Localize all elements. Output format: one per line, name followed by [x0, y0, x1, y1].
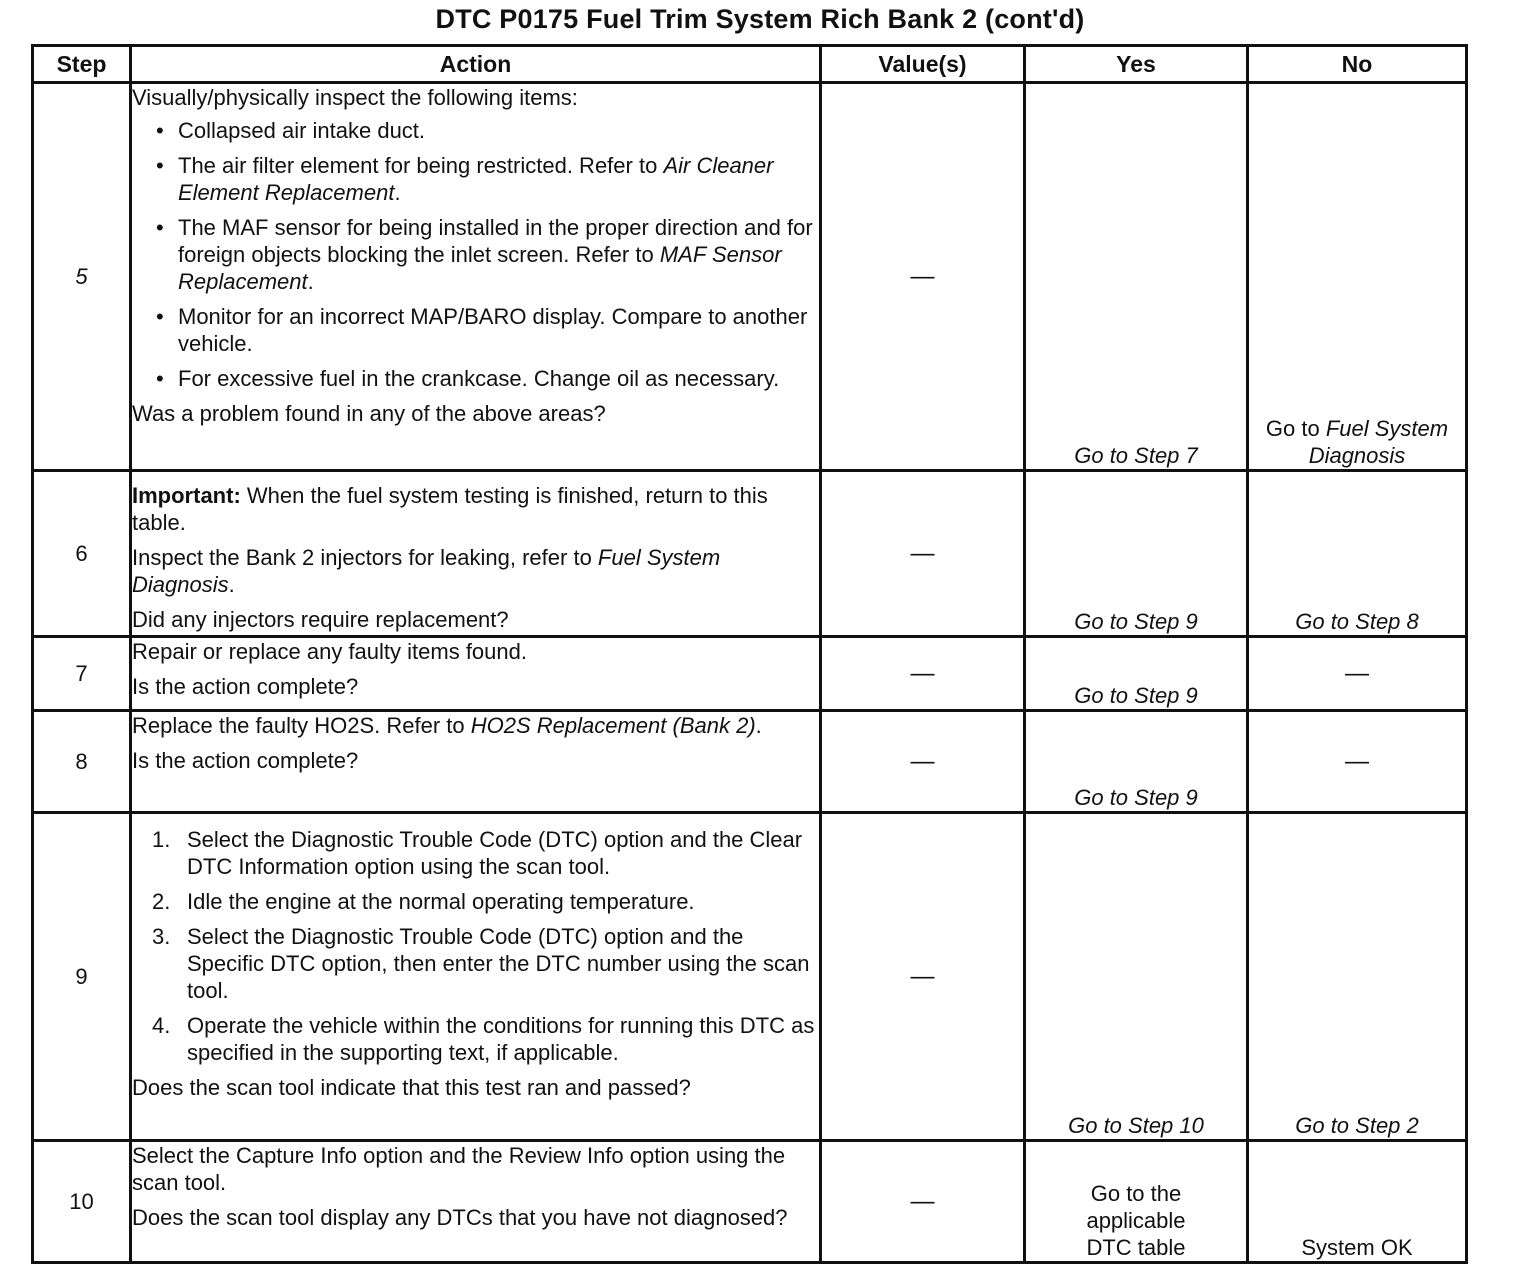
value-cell: —	[821, 813, 1025, 1141]
header-step: Step	[33, 46, 131, 83]
table-row-step-9	[33, 813, 1467, 1141]
action-question: Is the action complete?	[132, 748, 359, 773]
reference-link: Air Cleaner Element Replacement	[178, 153, 774, 205]
list-item: 1. Select the Diagnostic Trouble Code (DTC) option and the Clear DTC Information option using the scan tool.	[152, 827, 803, 879]
yes-cell: Go to the applicable DTC table	[1025, 1141, 1248, 1263]
procedure-list	[132, 826, 819, 1066]
no-cell: —	[1248, 637, 1467, 711]
table-row-step-6	[33, 471, 1467, 637]
table-row-step-5	[33, 83, 1467, 471]
yes-cell: Go to Step 10	[1025, 813, 1248, 1141]
action-question: Was a problem found in any of the above areas?	[132, 401, 606, 426]
action-intro: Visually/physically inspect the following items:	[132, 85, 578, 110]
action-question: Did any injectors require replacement?	[132, 607, 509, 632]
action-text: Inspect the Bank 2 injectors for leaking, refer to Fuel System Diagnosis.	[132, 545, 721, 597]
table-header-row	[33, 46, 1467, 83]
reference-link: Fuel System Diagnosis	[132, 545, 721, 597]
no-cell: Go to Step 8	[1248, 471, 1467, 637]
action-text: Repair or replace any faulty items found.	[132, 639, 527, 664]
reference-link: HO2S Replacement (Bank 2)	[470, 713, 756, 738]
value-cell: —	[821, 711, 1025, 813]
step-number: 6	[33, 471, 131, 637]
action-cell	[131, 813, 821, 1141]
list-item: 3. Select the Diagnostic Trouble Code (DTC) option and the Specific DTC option, then enter the DTC number using the scan tool.	[152, 924, 810, 1003]
action-cell	[131, 471, 821, 637]
yes-cell: Go to Step 9	[1025, 471, 1248, 637]
value-cell: —	[821, 471, 1025, 637]
step-number: 9	[33, 813, 131, 1141]
header-action: Action	[131, 46, 821, 83]
step-number: 7	[33, 637, 131, 711]
no-cell: Go to Step 2	[1248, 813, 1467, 1141]
action-cell	[131, 83, 821, 471]
important-note: Important: When the fuel system testing is finished, return to this table.	[132, 483, 768, 535]
action-cell	[131, 711, 821, 813]
yes-cell: Go to Step 9	[1025, 711, 1248, 813]
step-number: 5	[33, 83, 131, 471]
no-cell: System OK	[1248, 1141, 1467, 1263]
list-item: • The air filter element for being restricted. Refer to Air Cleaner Element Replacement.	[132, 152, 819, 206]
action-question: Does the scan tool display any DTCs that you have not diagnosed?	[132, 1205, 788, 1230]
no-cell: —	[1248, 711, 1467, 813]
list-item: 4. Operate the vehicle within the conditions for running this DTC as specified in the supporting text, if applicable.	[152, 1013, 815, 1065]
inspection-list	[132, 117, 819, 392]
action-cell	[131, 637, 821, 711]
action-text: Select the Capture Info option and the Review Info option using the scan tool.	[132, 1143, 786, 1195]
list-item: • Collapsed air intake duct.	[132, 117, 819, 144]
step-number: 8	[33, 711, 131, 813]
diagnostic-table	[31, 44, 1468, 1264]
table-row-step-10	[33, 1141, 1467, 1263]
list-item: • Monitor for an incorrect MAP/BARO display. Compare to another vehicle.	[132, 303, 819, 357]
list-item: • The MAF sensor for being installed in the proper direction and for foreign objects blocking the inlet screen. Refer to MAF Sensor Replacement.	[132, 214, 819, 295]
step-number: 10	[33, 1141, 131, 1263]
list-item: 2. Idle the engine at the normal operating temperature.	[152, 889, 695, 914]
no-cell: Go to Fuel System Diagnosis	[1248, 83, 1467, 471]
action-text: Replace the faulty HO2S. Refer to HO2S Replacement (Bank 2).	[132, 713, 762, 738]
header-no: No	[1248, 46, 1467, 83]
yes-cell: Go to Step 9	[1025, 637, 1248, 711]
table-row-step-8	[33, 711, 1467, 813]
reference-link: MAF Sensor Replacement	[178, 242, 782, 294]
yes-cell: Go to Step 7	[1025, 83, 1248, 471]
value-cell: —	[821, 1141, 1025, 1263]
reference-link: Fuel System Diagnosis	[1308, 416, 1449, 468]
header-values: Value(s)	[821, 46, 1025, 83]
value-cell: —	[821, 83, 1025, 471]
table-row-step-7	[33, 637, 1467, 711]
action-question: Does the scan tool indicate that this test ran and passed?	[132, 1075, 691, 1100]
value-cell: —	[821, 637, 1025, 711]
list-item: • For excessive fuel in the crankcase. Change oil as necessary.	[132, 365, 819, 392]
page-title: DTC P0175 Fuel Trim System Rich Bank 2 (cont'd)	[435, 4, 1085, 34]
action-cell	[131, 1141, 821, 1263]
header-yes: Yes	[1025, 46, 1248, 83]
action-question: Is the action complete?	[132, 674, 359, 699]
